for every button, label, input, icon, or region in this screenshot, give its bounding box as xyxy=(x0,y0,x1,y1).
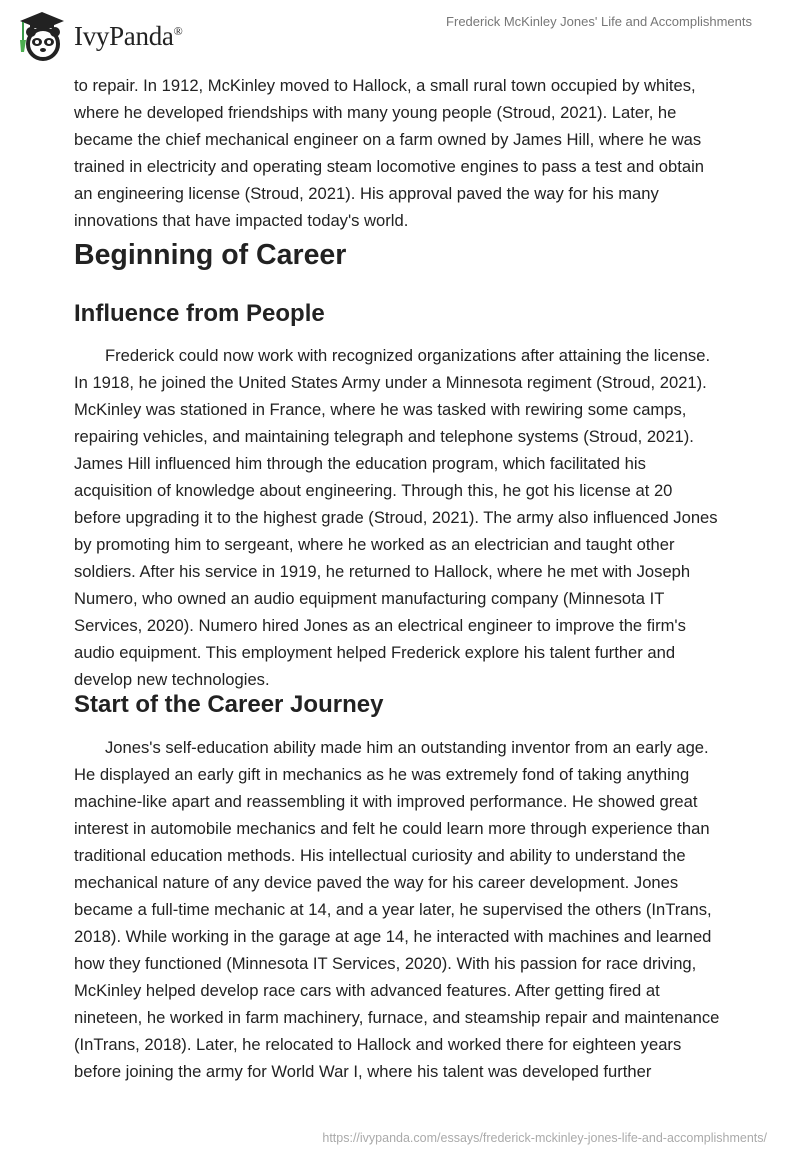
text-line: by promoting him to sergeant, where he worked as an electrician and taught other xyxy=(74,535,675,554)
text-line: In 1918, he joined the United States Army under a Minnesota regiment (Stroud, 2021). xyxy=(74,373,707,392)
text-line: McKinley was stationed in France, where he was tasked with rewiring some camps, xyxy=(74,400,687,419)
text-line: trained in electricity and operating steam locomotive engines to pass a test and obtain xyxy=(74,157,705,176)
text-line: machine-like apart and reassembling it with improved performance. He showed great xyxy=(74,792,698,811)
text-line: repairing vehicles, and maintaining telegraph and telephone systems (Stroud, 2021). xyxy=(74,427,694,446)
brand-name xyxy=(74,21,182,52)
text-line: nineteen, he worked in farm machinery, furnace, and steamship repair and maintenance xyxy=(74,1008,720,1027)
text-line: (InTrans, 2018). Later, he relocated to Hallock and worked there for eighteen years xyxy=(74,1035,682,1054)
registered-mark: ® xyxy=(173,23,183,38)
brand-text: IvyPanda xyxy=(74,20,174,51)
document-title: Frederick McKinley Jones' Life and Accomplishments xyxy=(446,14,752,29)
text-line: how they functioned (Minnesota IT Services, 2020). With his passion for race driving, xyxy=(74,954,697,973)
text-line: before upgrading it to the highest grade (Stroud, 2021). The army also influenced Jones xyxy=(74,508,718,527)
text-line: traditional education methods. His intellectual curiosity and ability to understand the xyxy=(74,846,686,865)
subheading-influence-from-people: Influence from People xyxy=(74,300,325,327)
subheading-start-of-career-journey: Start of the Career Journey xyxy=(74,691,384,718)
text-line: He displayed an early gift in mechanics as he was extremely fond of taking anything xyxy=(74,765,690,784)
section-heading-beginning-of-career: Beginning of Career xyxy=(74,239,347,271)
panda-graduate-icon xyxy=(18,10,66,62)
text-line: to repair. In 1912, McKinley moved to Hallock, a small rural town occupied by whites, xyxy=(74,76,696,95)
text-line: an engineering license (Stroud, 2021). His approval paved the way for his many xyxy=(74,184,659,203)
text-line: interest in automobile mechanics and felt he could learn more through experience than xyxy=(74,819,710,838)
ivypanda-logo[interactable] xyxy=(18,10,182,62)
text-line: acquisition of knowledge about engineering. Through this, he got his license at 20 xyxy=(74,481,673,500)
influence-paragraph xyxy=(74,342,718,693)
text-line: 2018). While working in the garage at age 14, he interacted with machines and learned xyxy=(74,927,712,946)
text-line: Numero, who owned an audio equipment manufacturing company (Minnesota IT xyxy=(74,589,665,608)
text-line: develop new technologies. xyxy=(74,670,270,689)
text-line: Frederick could now work with recognized organizations after attaining the license. xyxy=(105,346,711,365)
text-line: innovations that have impacted today's world. xyxy=(74,211,409,230)
intro-paragraph xyxy=(74,72,704,234)
text-line: audio equipment. This employment helped Frederick explore his talent further and xyxy=(74,643,676,662)
text-line: soldiers. After his service in 1919, he returned to Hallock, where he met with Joseph xyxy=(74,562,691,581)
career-journey-paragraph xyxy=(74,734,719,1085)
text-line: became a full-time mechanic at 14, and a year later, he supervised the others (InTrans, xyxy=(74,900,712,919)
text-line: where he developed friendships with many young people (Stroud, 2021). Later, he xyxy=(74,103,677,122)
text-line: before joining the army for World War I, where his talent was developed further xyxy=(74,1062,652,1081)
text-line: McKinley helped develop race cars with advanced features. After getting fired at xyxy=(74,981,660,1000)
text-line: James Hill influenced him through the education program, which facilitated his xyxy=(74,454,646,473)
text-line: mechanical nature of any device paved the way for his career development. Jones xyxy=(74,873,679,892)
source-url-link[interactable]: https://ivypanda.com/essays/frederick-mckinley-jones-life-and-accomplishments/ xyxy=(322,1131,767,1145)
text-line: Services, 2020). Numero hired Jones as an electrical engineer to improve the firm's xyxy=(74,616,686,635)
text-line: became the chief mechanical engineer on a farm owned by James Hill, where he was xyxy=(74,130,702,149)
text-line: Jones's self-education ability made him an outstanding inventor from an early age. xyxy=(105,738,709,757)
